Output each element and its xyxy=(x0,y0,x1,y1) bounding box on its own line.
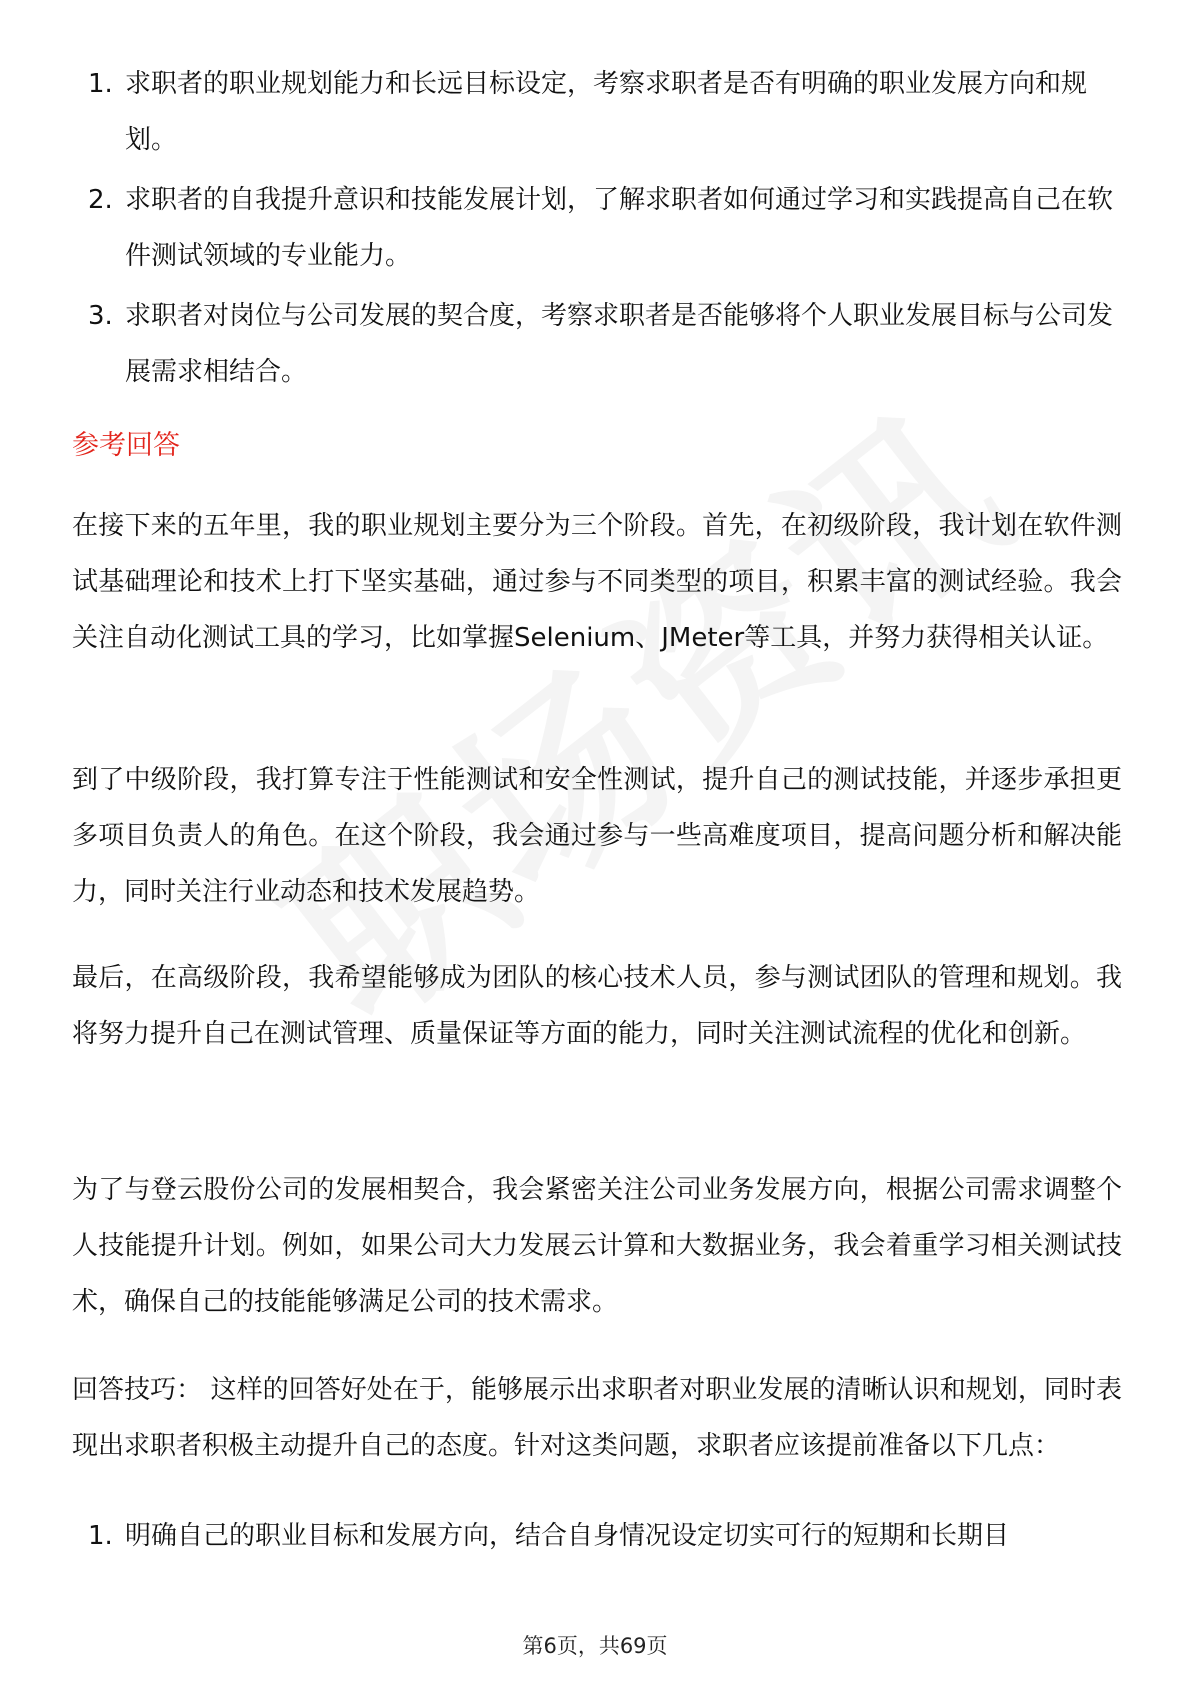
list-number: 1. xyxy=(88,69,113,99)
list-number: 2. xyxy=(88,185,113,215)
list-item-text: 明确自己的职业目标和发展方向，结合自身情况设定切实可行的短期和长期目 xyxy=(125,1521,1010,1551)
tips-paragraph: 回答技巧： 这样的回答好处在于，能够展示出求职者对职业发展的清晰认识和规划，同时表现出求职者积极主动提升自己的态度。针对这类问题，求职者应该提前准备以下几点： xyxy=(72,1375,1122,1461)
list-number: 1. xyxy=(88,1521,113,1551)
answer-paragraph: 为了与登云股份公司的发展相契合，我会紧密关注公司业务发展方向，根据公司需求调整个人技能提升计划。例如，如果公司大力发展云计算和大数据业务，我会着重学习相关测试技术，确保自己的技能能够满足公司的技术需求。 xyxy=(72,1175,1122,1317)
list-number: 3. xyxy=(88,301,113,331)
list-item-text: 求职者的自我提升意识和技能发展计划，了解求职者如何通过学习和实践提高自己在软件测试领域的专业能力。 xyxy=(125,185,1114,271)
list-item-text: 求职者对岗位与公司发展的契合度，考察求职者是否能够将个人职业发展目标与公司发展需求相结合。 xyxy=(125,301,1114,387)
list-item xyxy=(72,1508,1122,1564)
list-item xyxy=(72,288,1122,400)
answer-paragraph: 到了中级阶段，我打算专注于性能测试和安全性测试，提升自己的测试技能，并逐步承担更多项目负责人的角色。在这个阶段，我会通过参与一些高难度项目，提高问题分析和解决能力，同时关注行业动态和技术发展趋势。 xyxy=(72,765,1122,907)
answer-paragraph: 最后，在高级阶段，我希望能够成为团队的核心技术人员，参与测试团队的管理和规划。我将努力提升自己在测试管理、质量保证等方面的能力，同时关注测试流程的优化和创新。 xyxy=(72,963,1122,1049)
tips-list xyxy=(72,1508,1122,1568)
list-item xyxy=(72,172,1122,284)
section-heading: 参考回答 xyxy=(72,430,180,461)
criteria-list xyxy=(72,56,1122,404)
page-number: 第6页，共69页 xyxy=(522,1634,668,1658)
list-item xyxy=(72,56,1122,168)
list-item-text: 求职者的职业规划能力和长远目标设定，考察求职者是否有明确的职业发展方向和规划。 xyxy=(125,69,1088,155)
answer-paragraph: 在接下来的五年里，我的职业规划主要分为三个阶段。首先，在初级阶段，我计划在软件测试基础理论和技术上打下坚实基础，通过参与不同类型的项目，积累丰富的测试经验。我会关注自动化测试工具的学习，比如掌握Selenium、JMeter等工具，并努力获得相关认证。 xyxy=(72,511,1122,653)
